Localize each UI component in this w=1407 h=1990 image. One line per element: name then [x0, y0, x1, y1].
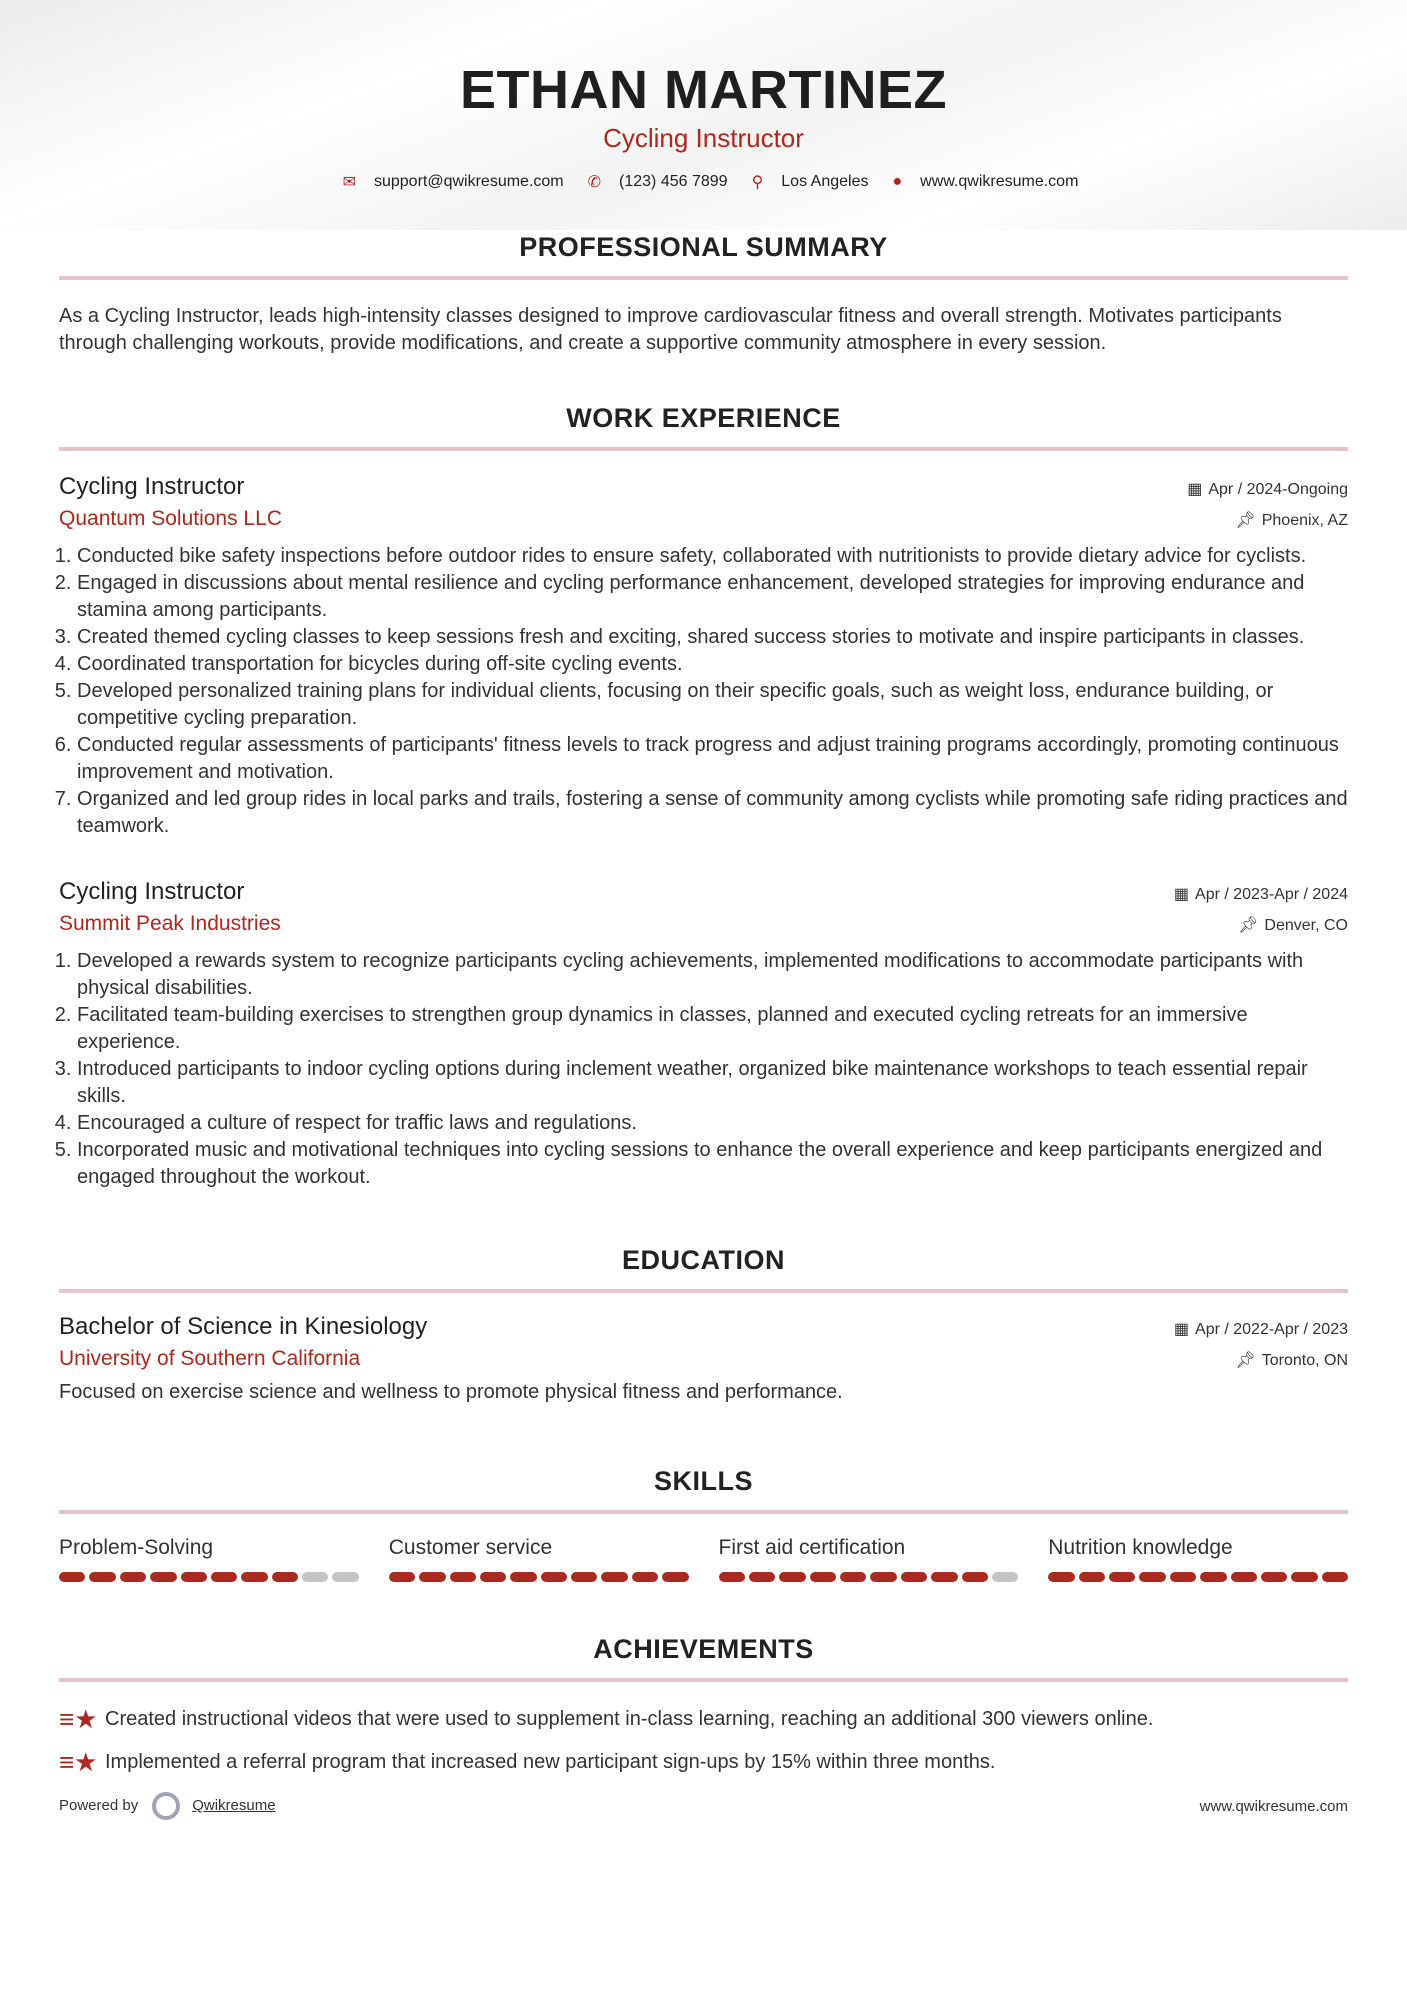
skill-level-segment [541, 1572, 567, 1582]
skill-level-bar [389, 1572, 689, 1582]
section-heading: WORK EXPERIENCE [566, 403, 841, 433]
summary-section [59, 230, 1348, 357]
section-heading: EDUCATION [622, 1245, 785, 1275]
skill-level-segment [571, 1572, 597, 1582]
pin-icon: 📌︎ [1235, 512, 1256, 529]
skill-level-segment [719, 1572, 745, 1582]
bullet: 2. Engaged in discussions about mental resilience and cycling performance enhancement, developed strategies for improving endurance and stamina among participants. [77, 570, 1348, 624]
skill-level-segment [59, 1572, 85, 1582]
skill-level-segment [89, 1572, 115, 1582]
bullet: 1. Conducted bike safety inspections before outdoor rides to ensure safety, collaborated with nutritionists to provide dietary advice for cyclists. [77, 543, 1348, 570]
achievement-text: Implemented a referral program that increased new participant sign-ups by 15% within three months. [105, 1751, 996, 1773]
bullet: 2. Facilitated team-building exercises to strengthen group dynamics in classes, planned and executed cycling retreats for an immersive experience. [77, 1002, 1348, 1056]
skill-name: Customer service [388, 1536, 553, 1559]
skill-level-segment [1170, 1572, 1196, 1582]
skill-level-segment [1109, 1572, 1135, 1582]
job-title: Cycling Instructor [59, 878, 245, 905]
bullet: 3. Created themed cycling classes to keep sessions fresh and exciting, shared success stories to motivate and inspire participants in classes. [77, 624, 1348, 651]
location-pin-icon: ⚲ [751, 174, 764, 191]
summary-text: As a Cycling Instructor, leads high-intensity classes designed to improve cardiovascular fitness and overall strength. Motivates participants through challenging workouts, provide modifications, and create a supportive community atmosphere in every session. [59, 305, 1282, 354]
experience-section [59, 401, 1348, 1191]
footer-website[interactable]: www.qwikresume.com [1199, 1797, 1348, 1815]
achievement-item [59, 1749, 1348, 1776]
email-icon: ✉ [342, 174, 356, 191]
bullet: 3. Introduced participants to indoor cycling options during inclement weather, organized bike maintenance workshops to teach essential repair skills. [77, 1056, 1348, 1110]
degree: Bachelor of Science in Kinesiology [59, 1313, 428, 1340]
calendar-icon: ▦ [1187, 481, 1203, 498]
location: Los Angeles [781, 173, 869, 190]
skill-level-segment [632, 1572, 658, 1582]
bullet: 7. Organized and led group rides in local parks and trails, fostering a sense of community among cyclists while promoting safe riding practices and teamwork. [77, 786, 1348, 840]
pin-icon: 📌︎ [1238, 917, 1259, 934]
divider [59, 1678, 1348, 1682]
skill-level-segment [1291, 1572, 1317, 1582]
skill-level-segment [1200, 1572, 1226, 1582]
job-title: Cycling Instructor [59, 473, 245, 500]
skill-level-segment [962, 1572, 988, 1582]
skill-level-segment [181, 1572, 207, 1582]
skill-item [719, 1536, 1019, 1582]
bullet: 4. Coordinated transportation for bicycles during off-site cycling events. [77, 651, 1348, 678]
skill-level-segment [480, 1572, 506, 1582]
skill-level-segment [1048, 1572, 1074, 1582]
section-heading: ACHIEVEMENTS [593, 1634, 814, 1664]
bullet: 4. Encouraged a culture of respect for traffic laws and regulations. [77, 1110, 1348, 1137]
skill-level-bar [59, 1572, 359, 1582]
education-description: Focused on exercise science and wellness to promote physical fitness and performance. [59, 1381, 843, 1403]
company: Quantum Solutions LLC [59, 507, 282, 530]
skill-level-segment [1322, 1572, 1348, 1582]
skill-level-segment [272, 1572, 298, 1582]
achievement-item [59, 1706, 1348, 1733]
school: University of Southern California [59, 1347, 361, 1370]
education-section [59, 1243, 1348, 1406]
bullet: 5. Developed personalized training plans for individual clients, focusing on their specific goals, such as weight loss, endurance building, or competitive cycling preparation. [77, 678, 1348, 732]
skill-level-segment [662, 1572, 688, 1582]
job-location: Denver, CO [1264, 917, 1348, 934]
skill-level-segment [870, 1572, 896, 1582]
divider [59, 1289, 1348, 1293]
candidate-name: ETHAN MARTINEZ [460, 60, 947, 120]
skill-level-segment [1139, 1572, 1165, 1582]
globe-icon: ● [892, 173, 903, 190]
skill-level-segment [332, 1572, 358, 1582]
skill-name: Problem-Solving [59, 1536, 214, 1559]
job-entry [59, 473, 1348, 840]
skill-level-bar [719, 1572, 1019, 1582]
skill-level-segment [931, 1572, 957, 1582]
skill-level-segment [810, 1572, 836, 1582]
job-bullets [59, 543, 1348, 840]
skill-level-segment [450, 1572, 476, 1582]
job-dates: Apr / 2024-Ongoing [1208, 481, 1348, 498]
achievements-section [59, 1632, 1348, 1776]
bullet: 6. Conducted regular assessments of participants' fitness levels to track progress and adjust training programs accordingly, promoting continuous improvement and motivation. [77, 732, 1348, 786]
skill-item [59, 1536, 359, 1582]
phone: (123) 456 7899 [619, 173, 728, 190]
skill-level-segment [120, 1572, 146, 1582]
calendar-icon: ▦ [1173, 886, 1190, 903]
skill-item [1048, 1536, 1348, 1582]
candidate-title: Cycling Instructor [603, 123, 804, 153]
bullet: 5. Incorporated music and motivational techniques into cycling sessions to enhance the overall experience and keep participants energized and engaged throughout the workout. [77, 1137, 1348, 1191]
education-dates: Apr / 2022-Apr / 2023 [1195, 1321, 1348, 1338]
job-bullets [59, 948, 1348, 1191]
calendar-icon: ▦ [1173, 1321, 1190, 1338]
skill-level-segment [749, 1572, 775, 1582]
job-location: Phoenix, AZ [1261, 512, 1348, 529]
divider [59, 276, 1348, 280]
skill-level-segment [1261, 1572, 1287, 1582]
skill-level-segment [1079, 1572, 1105, 1582]
skill-level-segment [302, 1572, 328, 1582]
skill-level-segment [992, 1572, 1018, 1582]
skills-section [59, 1464, 1348, 1582]
skill-name: Nutrition knowledge [1048, 1536, 1233, 1559]
section-heading: PROFESSIONAL SUMMARY [519, 232, 888, 262]
skill-level-segment [601, 1572, 627, 1582]
phone-icon: ✆ [587, 174, 602, 191]
footer [59, 1792, 1348, 1820]
star-icon: ≡★ [59, 1747, 98, 1777]
qwikresume-logo-icon [152, 1792, 180, 1820]
skill-level-segment [241, 1572, 267, 1582]
section-heading: SKILLS [653, 1466, 753, 1496]
website[interactable]: www.qwikresume.com [920, 173, 1079, 190]
skill-level-segment [510, 1572, 536, 1582]
skill-level-segment [840, 1572, 866, 1582]
brand-link[interactable]: Qwikresume [192, 1796, 276, 1814]
skill-level-segment [389, 1572, 415, 1582]
job-dates: Apr / 2023-Apr / 2024 [1195, 886, 1348, 903]
skill-level-segment [419, 1572, 445, 1582]
skill-level-segment [1231, 1572, 1257, 1582]
divider [59, 447, 1348, 451]
pin-icon: 📌︎ [1235, 1352, 1256, 1369]
skill-level-segment [779, 1572, 805, 1582]
skill-level-segment [211, 1572, 237, 1582]
skill-item [389, 1536, 689, 1582]
skill-level-segment [150, 1572, 176, 1582]
bullet: 1. Developed a rewards system to recognize participants cycling achievements, implemented modifications to accommodate participants with physical disabilities. [77, 948, 1348, 1002]
star-icon: ≡★ [59, 1704, 98, 1734]
powered-by-label: Powered by [59, 1796, 139, 1814]
education-location: Toronto, ON [1261, 1352, 1348, 1369]
divider [59, 1510, 1348, 1514]
company: Summit Peak Industries [59, 912, 281, 935]
skill-level-segment [901, 1572, 927, 1582]
achievement-text: Created instructional videos that were used to supplement in-class learning, reaching an additional 300 viewers online. [105, 1708, 1154, 1730]
skill-level-bar [1048, 1572, 1348, 1582]
contact-bar [59, 172, 1348, 192]
email[interactable]: support@qwikresume.com [373, 173, 564, 190]
skill-name: First aid certification [718, 1536, 906, 1559]
job-entry [59, 878, 1348, 1191]
